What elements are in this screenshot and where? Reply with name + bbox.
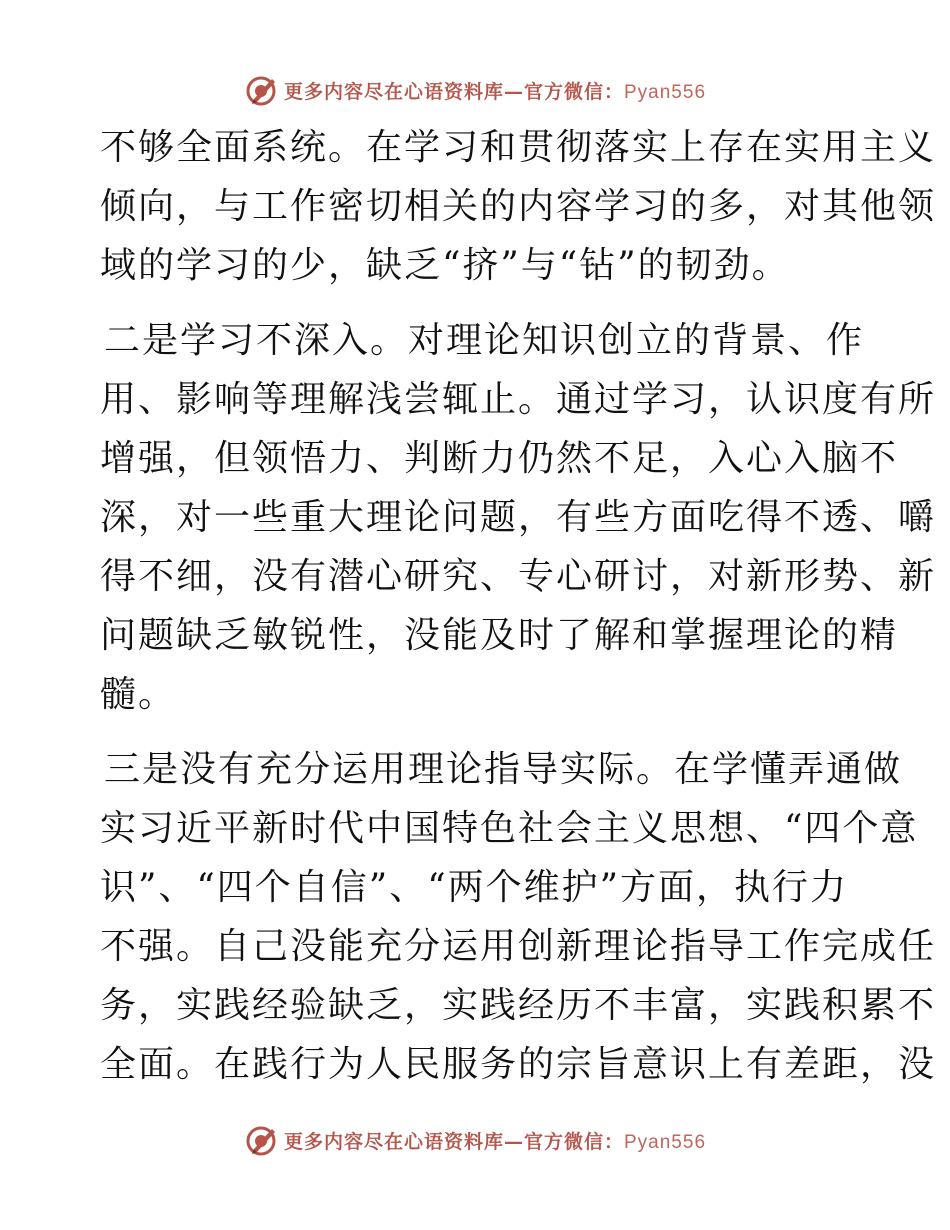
header-banner-wechat-id: Pyan556: [624, 81, 707, 103]
header-banner-wechat-label: 官方微信：: [523, 80, 624, 103]
footer-banner-text: [284, 1127, 706, 1154]
text-line: 实习近平新时代中国特色社会主义思想、“四个意: [100, 808, 919, 849]
footer-banner: [0, 1120, 950, 1160]
text-line: 深，对一些重大理论问题，有些方面吃得不透、嚼: [100, 497, 937, 538]
paragraph-2: [100, 311, 937, 724]
footer-banner-separator: —: [503, 1130, 524, 1153]
text-line: 得不细，没有潜心研究、专心研讨，对新形势、新: [100, 556, 937, 597]
text-line: 识”、“四个自信”、“两个维护”方面，执行力: [100, 867, 849, 908]
text-line: 用、影响等理解浅尝辄止。通过学习，认识度有所: [100, 379, 937, 420]
footer-banner-wechat-label: 官方微信：: [523, 1130, 624, 1153]
header-banner-text: [284, 77, 706, 104]
text-line: 问题缺乏敏锐性，没能及时了解和掌握理论的精: [100, 615, 899, 656]
text-line: 二是学习不深入。对理论知识创立的背景、作: [104, 320, 865, 361]
text-line: 全面。在践行为人民服务的宗旨意识上有差距，没: [100, 1044, 937, 1085]
footer-banner-wechat-id: Pyan556: [624, 1131, 707, 1153]
header-banner-title: 更多内容尽在心语资料库: [283, 80, 504, 103]
header-banner-separator: —: [503, 80, 524, 103]
text-line: 三是没有充分运用理论指导实际。在学懂弄通做: [104, 749, 903, 790]
paragraph-1: [100, 118, 937, 295]
pen-logo-icon: [244, 73, 278, 107]
paragraph-3: [100, 740, 937, 1094]
text-line: 增强，但领悟力、判断力仍然不足，入心入脑不: [100, 438, 899, 479]
header-banner: [0, 70, 950, 110]
text-line: 倾向，与工作密切相关的内容学习的多，对其他领: [100, 186, 937, 227]
document-body: [100, 118, 937, 1094]
text-line: 务，实践经验缺乏，实践经历不丰富，实践积累不: [100, 985, 937, 1026]
footer-banner-title: 更多内容尽在心语资料库: [283, 1130, 504, 1153]
text-line: 不够全面系统。在学习和贯彻落实上存在实用主义: [100, 127, 937, 168]
text-line: 髓。: [100, 674, 177, 715]
text-line: 域的学习的少，缺乏“挤”与“钻”的韧劲。: [100, 245, 790, 286]
text-line: 不强。自己没能充分运用创新理论指导工作完成任: [100, 926, 937, 967]
pen-logo-icon: [244, 1123, 278, 1157]
